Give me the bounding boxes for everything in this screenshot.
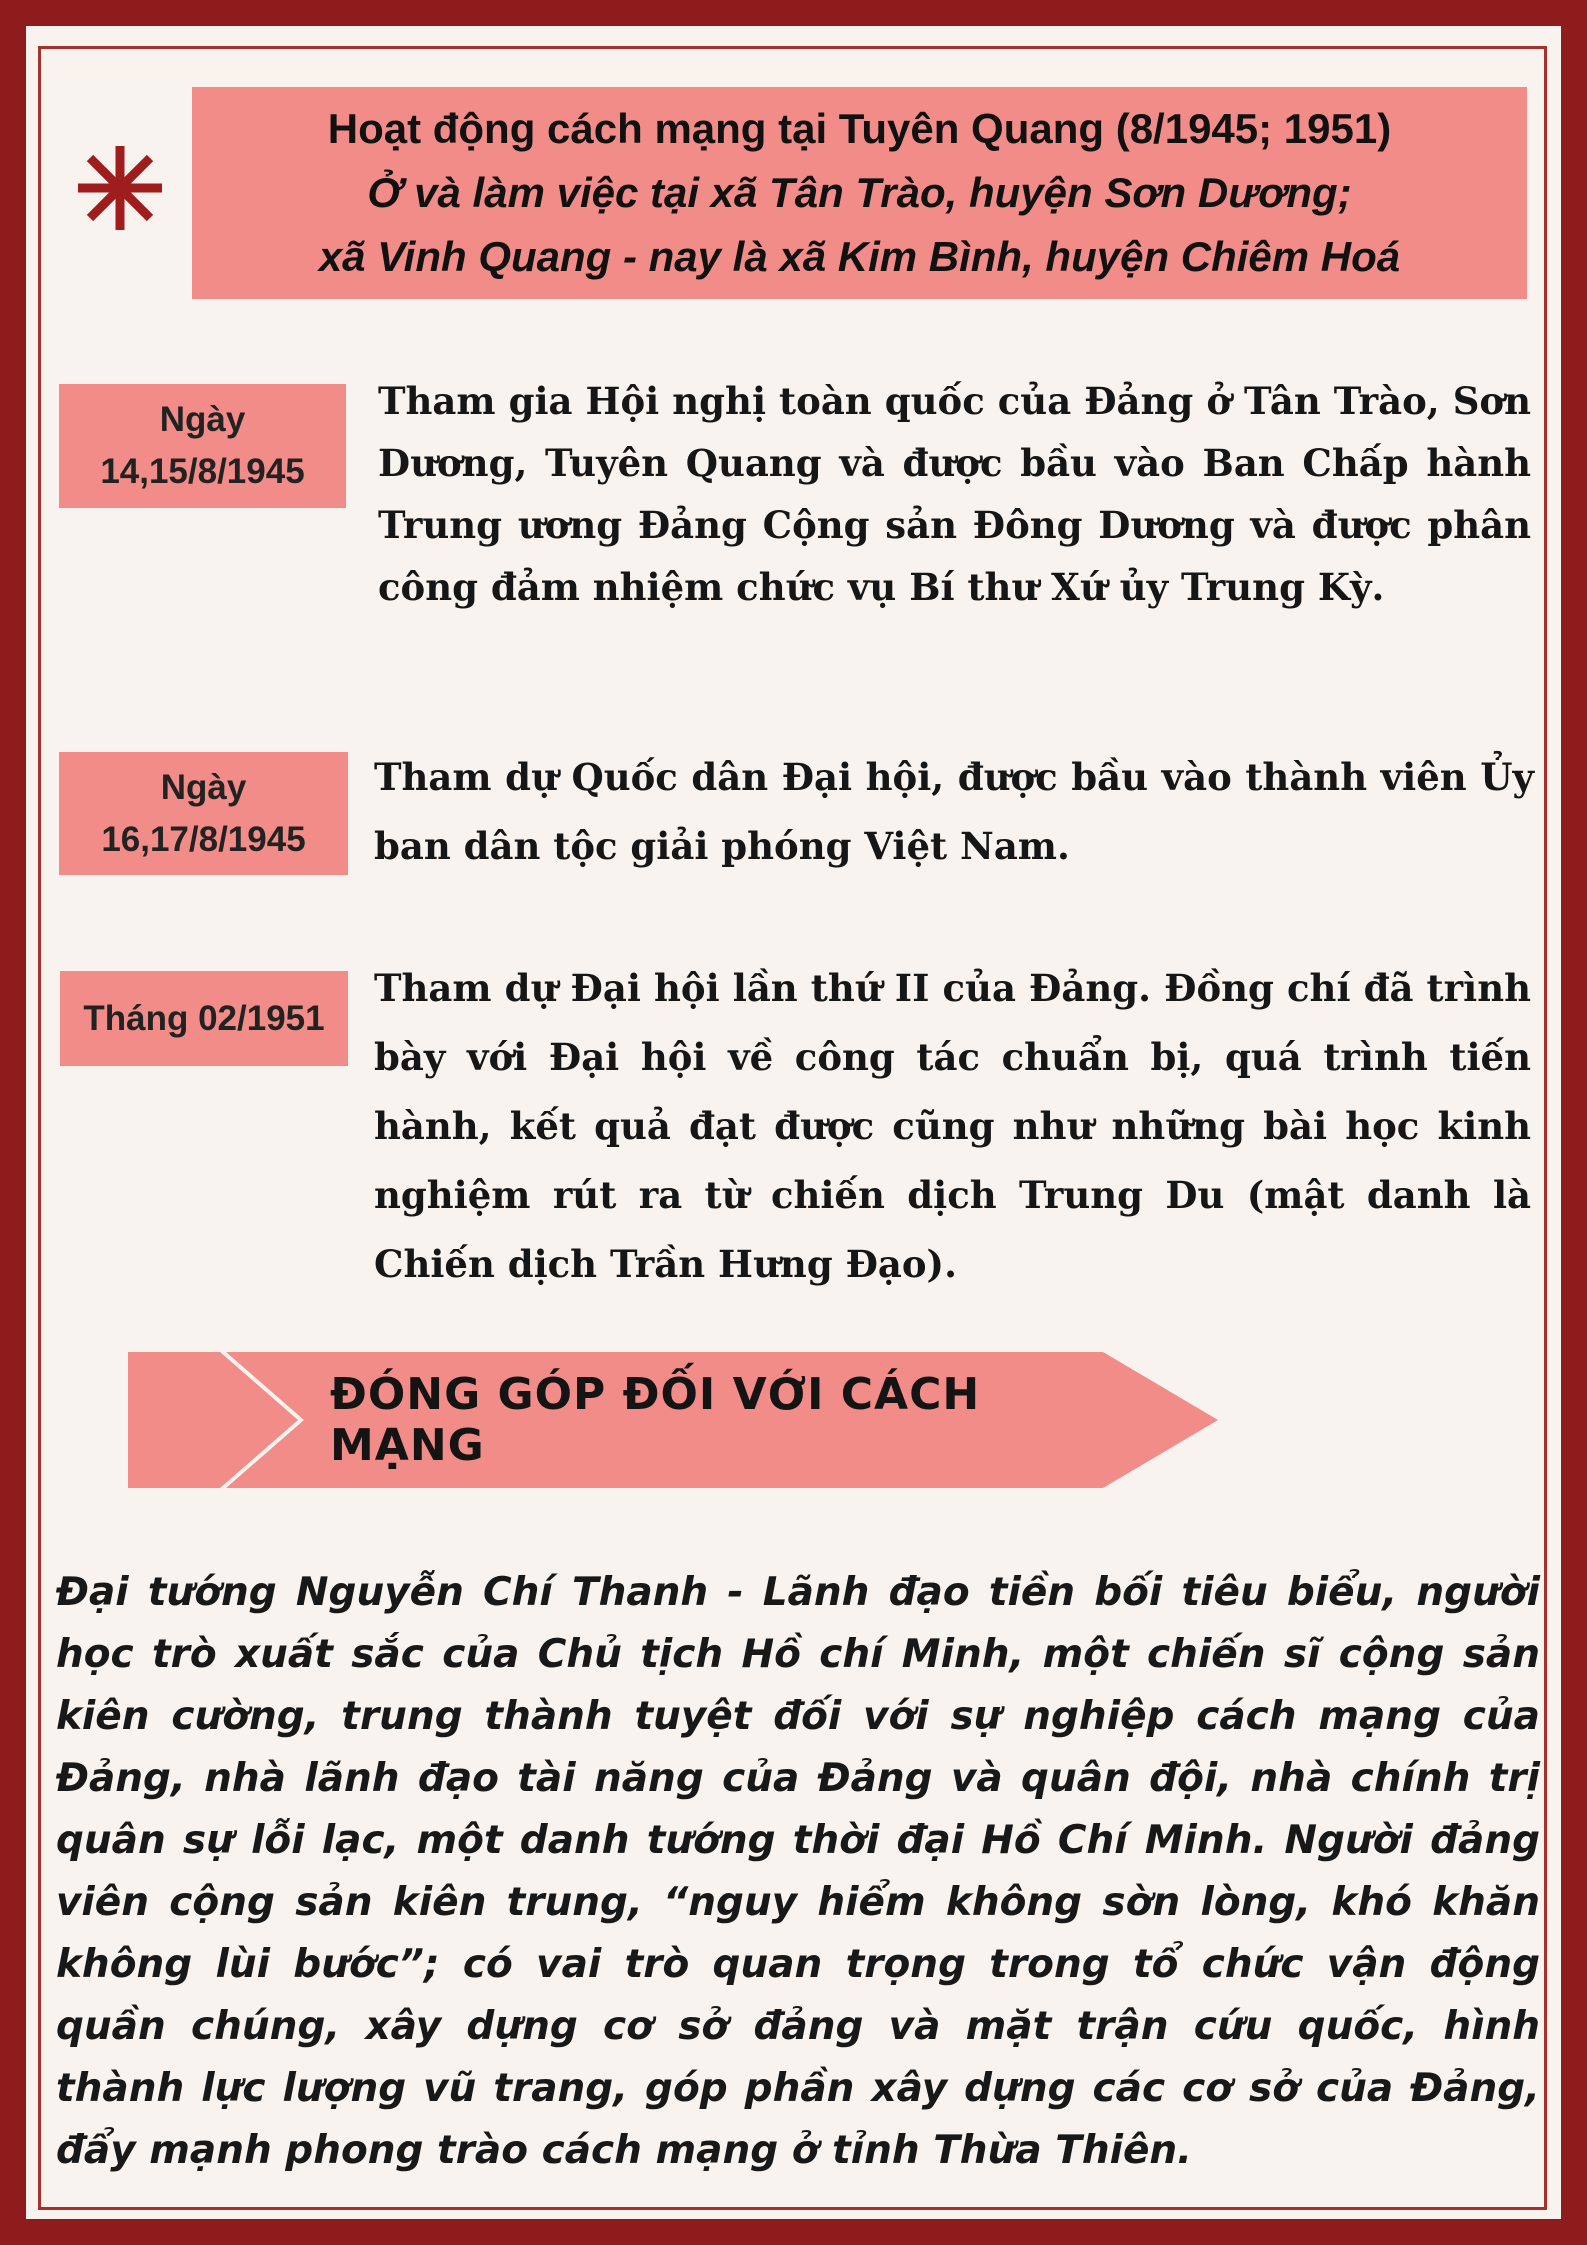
event-description: Tham dự Đại hội lần thứ II của Đảng. Đồng chí đã trình bày với Đại hội về công tác chuẩn bị, quá trình tiến hành, kết quả đạt được cũng như những bài học kinh nghiệm rút ra từ chiến dịch Trung Du (mật danh là Chiến dịch Trần Hưng Đạo). (374, 966, 1531, 1286)
event-description: Tham gia Hội nghị toàn quốc của Đảng ở Tân Trào, Sơn Dương, Tuyên Quang và được bầu vào Ban Chấp hành Trung ương Đảng Cộng sản Đông Dương và được phân công đảm nhiệm chức vụ Bí thư Xứ ủy Trung Kỳ. (378, 379, 1531, 609)
event-description: Tham dự Quốc dân Đại hội, được bầu vào thành viên Ủy ban dân tộc giải phóng Việt Nam. (374, 755, 1534, 868)
event-date-tag (59, 752, 348, 875)
header-box (192, 87, 1527, 299)
header-subtitle-line2: xã Vinh Quang - nay là xã Kim Bình, huyện Chiêm Hoá (318, 233, 1401, 280)
event-date-line1: Tháng 02/1951 (83, 998, 325, 1038)
event-date-line2: 14,15/8/1945 (100, 452, 305, 491)
asterisk-icon (72, 140, 168, 236)
event-date-tag (60, 971, 348, 1066)
section-banner-label: ĐÓNG GÓP ĐỐI VỚI CÁCH MẠNG (330, 1369, 981, 1471)
event-date-line2: 16,17/8/1945 (101, 819, 306, 859)
summary-paragraph: Đại tướng Nguyễn Chí Thanh - Lãnh đạo tiền bối tiêu biểu, người học trò xuất sắc của Chủ tịch Hồ chí Minh, một chiến sĩ cộng sản kiên cường, trung thành tuyệt đối với sự nghiệp cách mạng của Đảng, nhà lãnh đạo tài năng của Đảng và quân đội, nhà chính trị quân sự lỗi lạc, một danh tướng thời đại Hồ Chí Minh. Người đảng viên cộng sản kiên trung, “nguy hiểm không sờn lòng, khó khăn không lùi bước”; có vai trò quan trọng trong tổ chức vận động quần chúng, xây dựng cơ sở đảng và mặt trận cứu quốc, hình thành lực lượng vũ trang, góp phần xây dựng các cơ sở của Đảng, đẩy mạnh phong trào cách mạng ở tỉnh Thừa Thiên. (56, 1570, 1540, 2173)
event-date-tag (59, 384, 346, 508)
header-title: Hoạt động cách mạng tại Tuyên Quang (8/1945; 1951) (327, 105, 1392, 152)
header-subtitle-line1: Ở và làm việc tại xã Tân Trào, huyện Sơn Dương; (367, 169, 1352, 216)
event-date-line1: Ngày (159, 400, 246, 439)
event-date-line1: Ngày (160, 767, 247, 807)
